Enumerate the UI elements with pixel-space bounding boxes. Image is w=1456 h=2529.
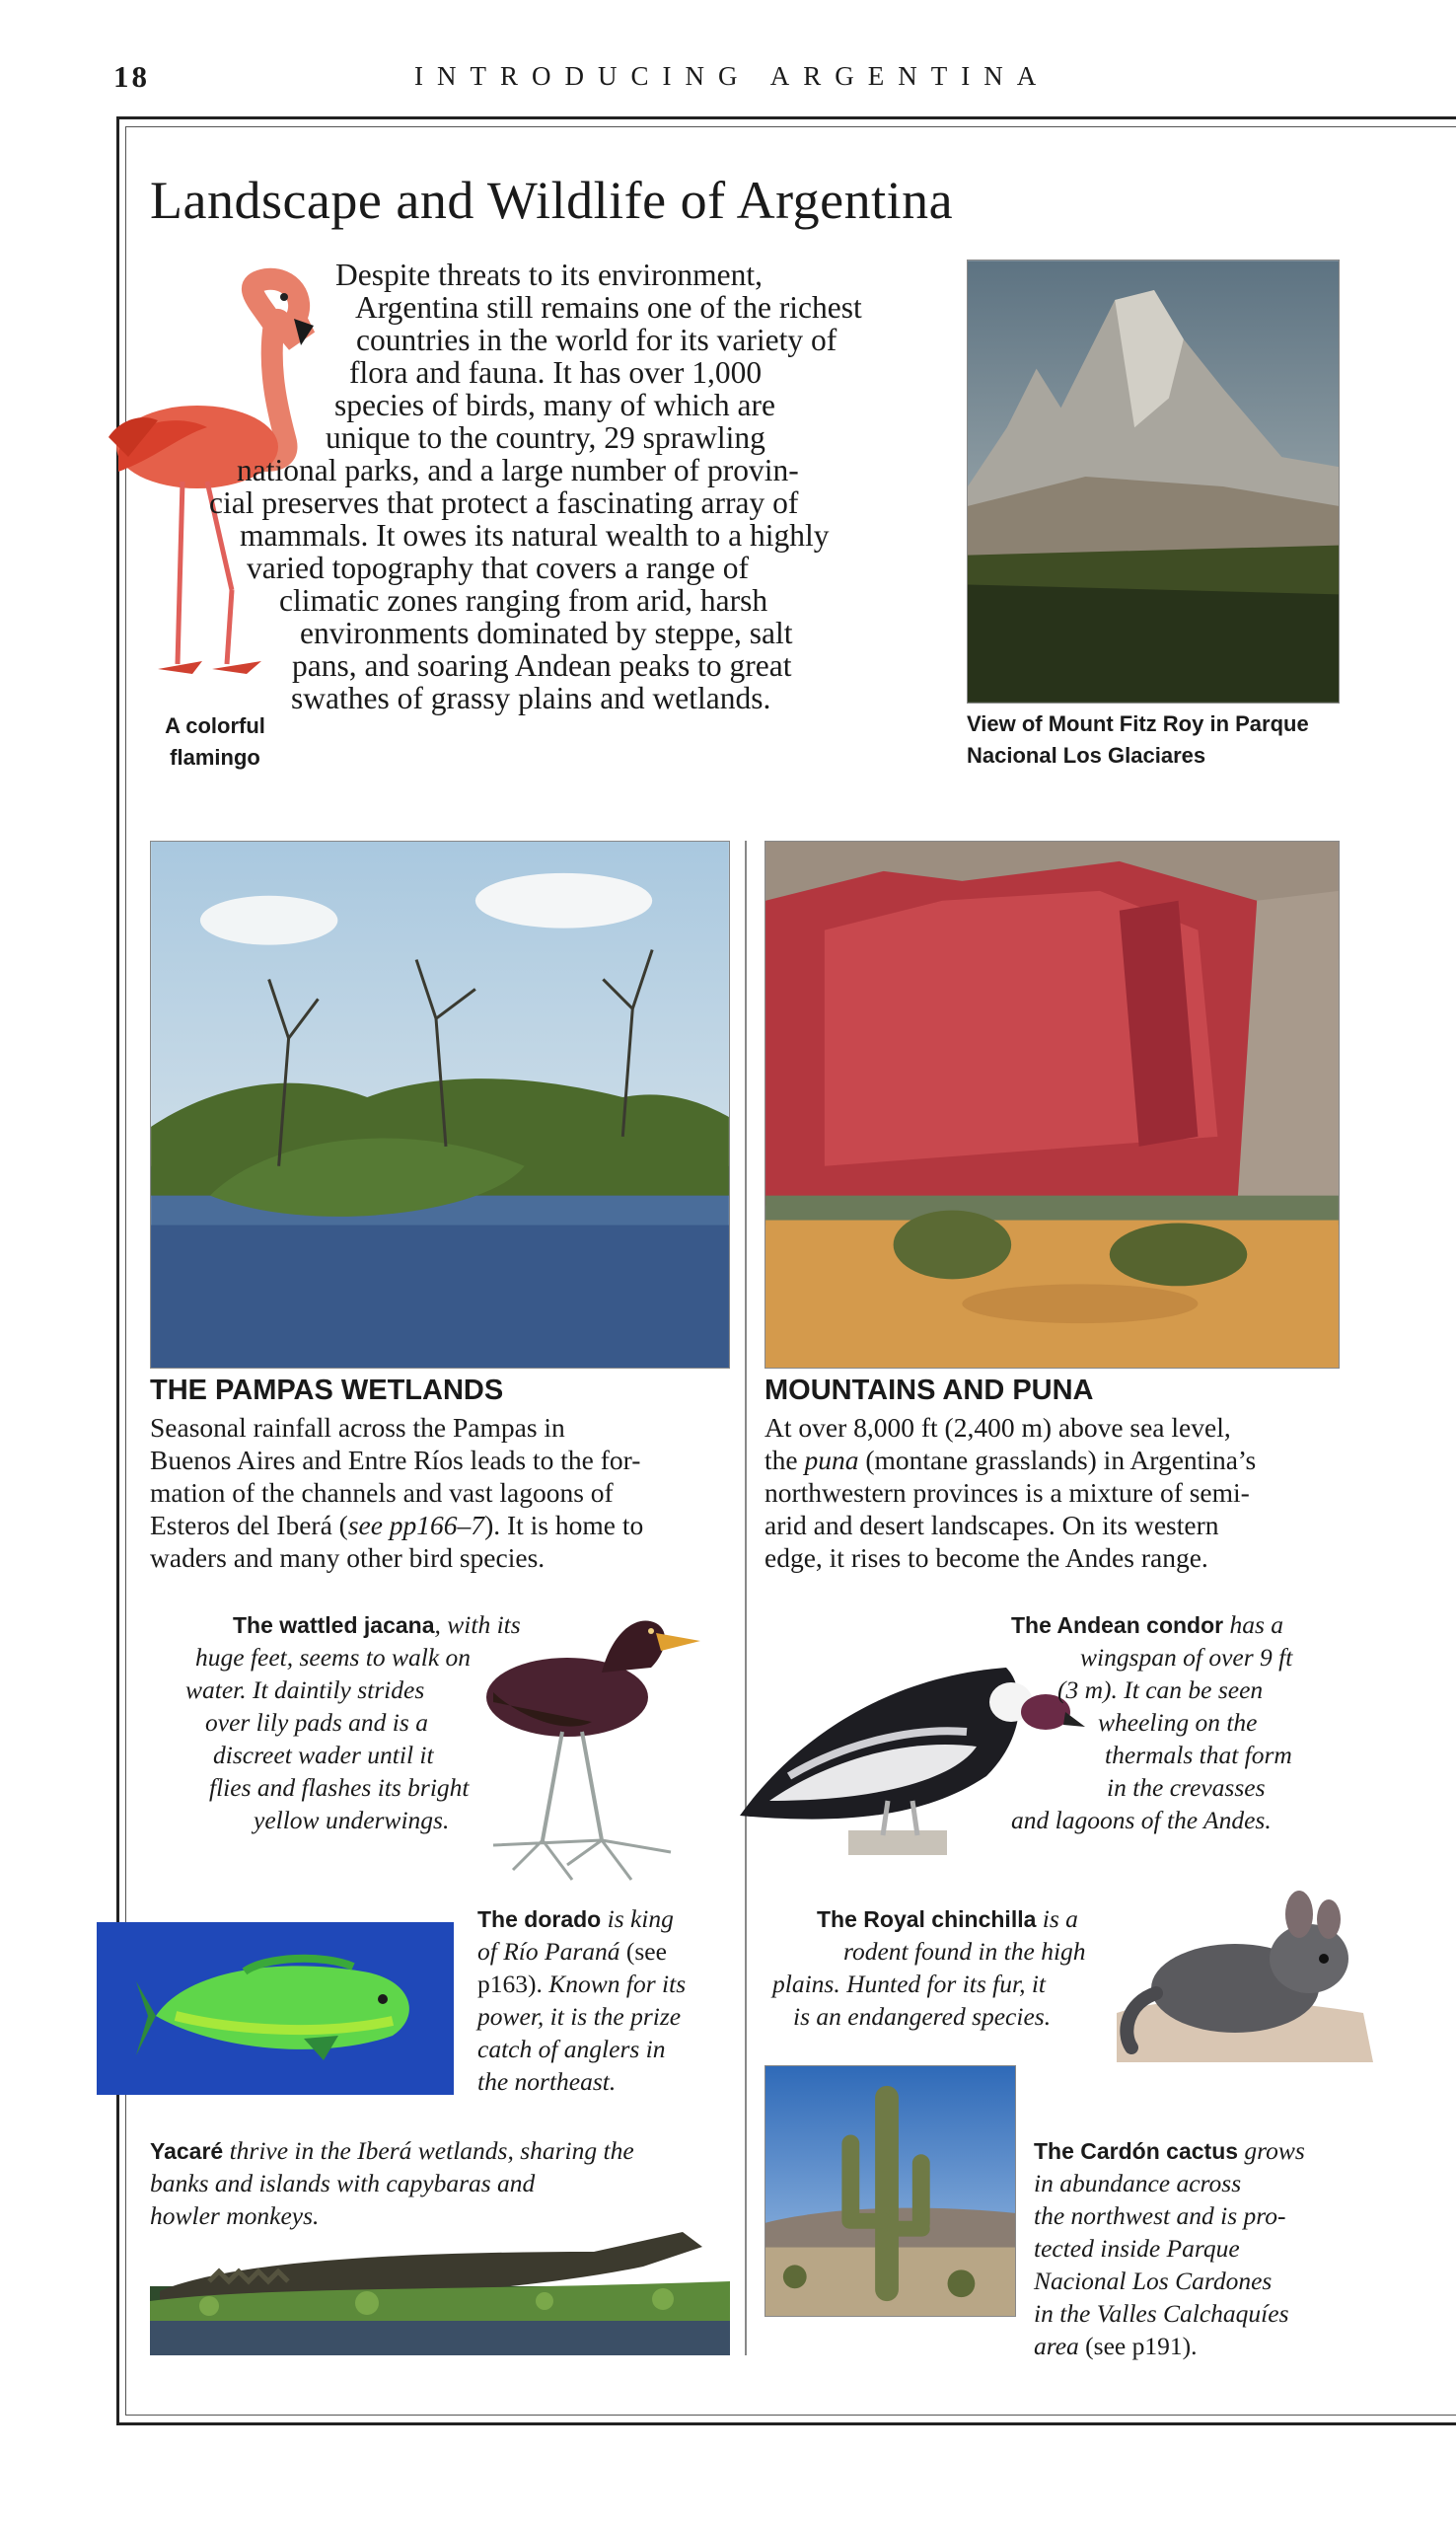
mountains-heading: MOUNTAINS AND PUNA [764, 1375, 1094, 1406]
pampas-paragraph: Seasonal rainfall across the Pampas in Buenos Aires and Entre Ríos leads to the for- mation of the channels and vast lagoons of Esteros del Iberá (see pp166–7). It is home to waders and many other bird species. [150, 1412, 644, 1573]
mountains-puna-photo [764, 841, 1340, 1369]
running-head: INTRODUCING ARGENTINA [414, 61, 1051, 91]
fitzroy-photo [967, 260, 1340, 704]
chinchilla-image [1117, 1865, 1385, 2062]
fitzroy-caption: View of Mount Fitz Roy in Parque Nacional Los Glaciares [967, 711, 1309, 768]
column-divider [745, 841, 747, 2355]
page-title: Landscape and Wildlife of Argentina [150, 171, 954, 230]
page-number: 18 [113, 59, 150, 94]
cardon-cactus-photo [764, 2065, 1016, 2317]
jacana-image [473, 1594, 710, 1890]
dorado-image [97, 1922, 454, 2095]
pampas-wetlands-photo [150, 841, 730, 1369]
pampas-heading: THE PAMPAS WETLANDS [150, 1375, 504, 1406]
mountains-paragraph: At over 8,000 ft (2,400 m) above sea level, the puna (montane grasslands) in Argentina’s northwestern provinces is a mixture of semi- arid and desert landscapes. On its western edge, it rises to become the Andes range. [764, 1412, 1257, 1573]
yacare-image [150, 2193, 730, 2355]
flamingo-caption: A colorful flamingo [165, 713, 265, 770]
